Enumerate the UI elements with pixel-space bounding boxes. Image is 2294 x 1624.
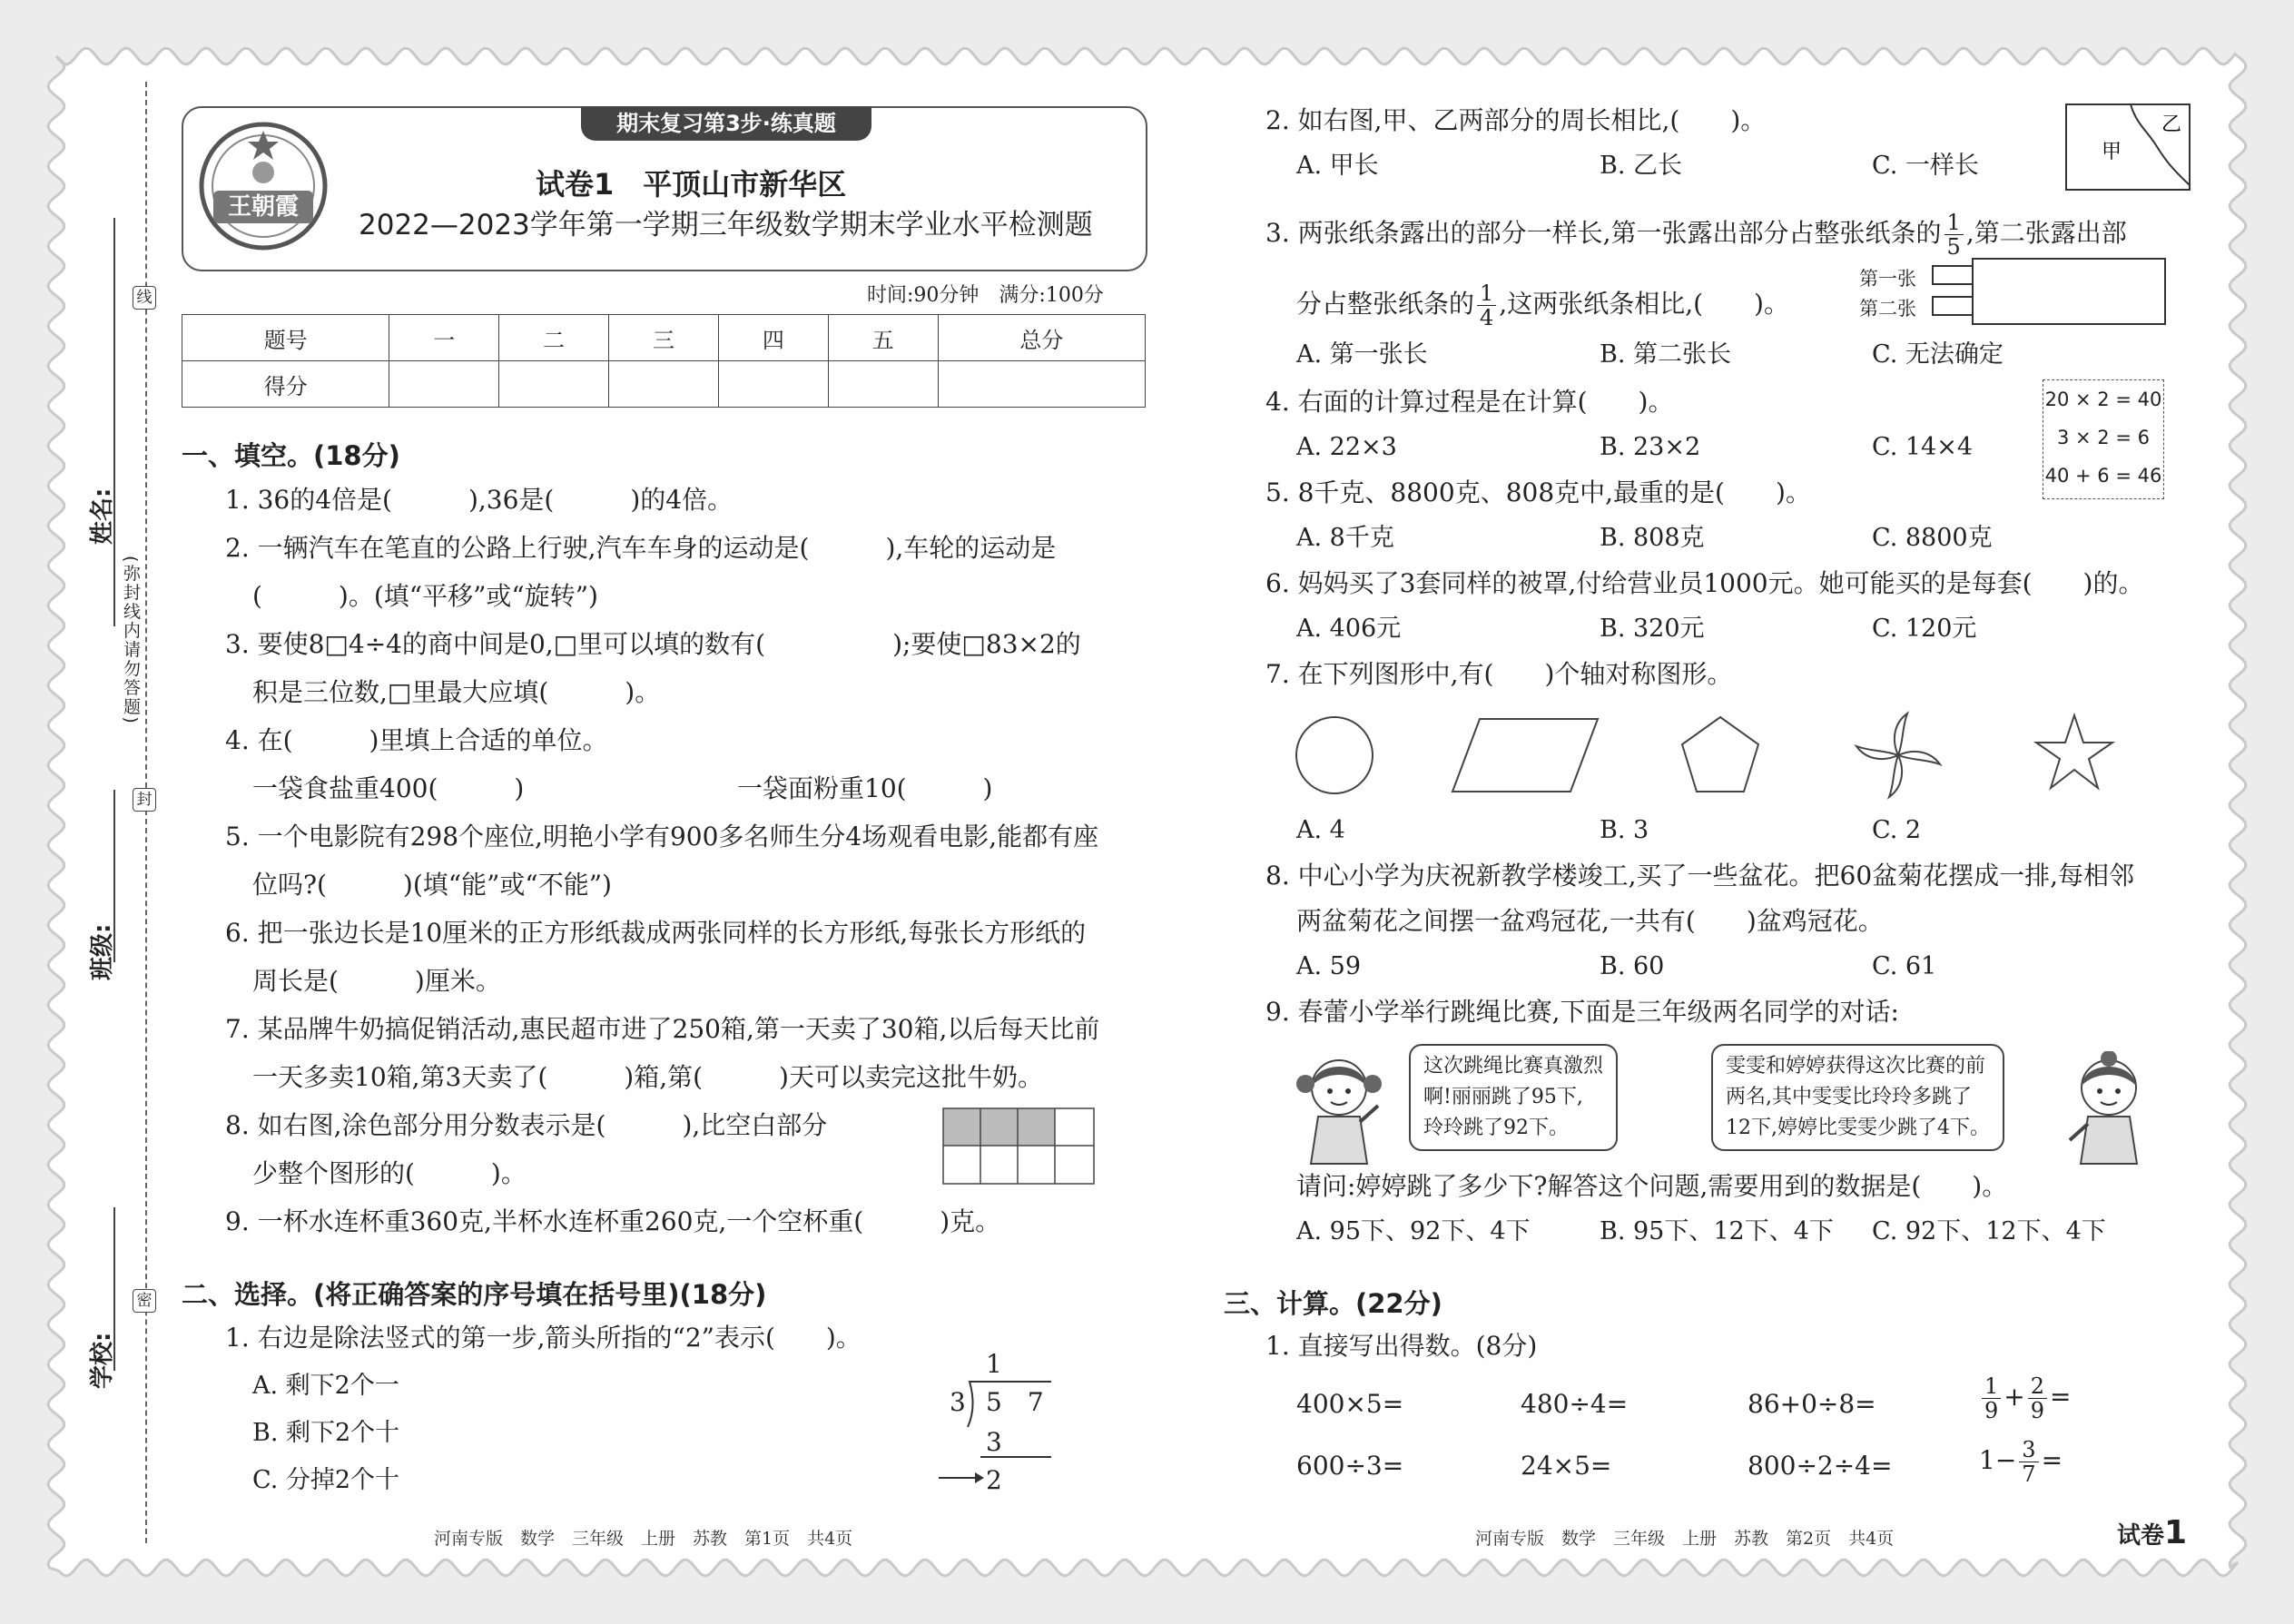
bubble1-line1: 这次跳绳比赛真激烈 [1423,1055,1604,1078]
seal-mi: 密 [133,1289,156,1313]
frac-num: 1 [1982,1374,2001,1399]
s2-q1-opt-c: C. 分掉2个十 [252,1466,400,1494]
frac [2019,1438,2038,1486]
calc-6: 24×5= [1521,1451,1612,1481]
div-dividend: 5 7 [986,1387,1044,1417]
star-shape [2036,715,2112,788]
calc-step-3: 40 + 6 = 46 [2044,465,2162,487]
eq: = [2041,1445,2063,1475]
frac-num: 2 [2028,1374,2047,1399]
score-table [182,314,1146,408]
girl-illustration-2 [2059,1051,2159,1169]
score-header-5: 五 [828,315,938,361]
s2-q7-opt-a: A. 4 [1296,816,1345,844]
badge-num: 1 [2164,1514,2188,1551]
badge-text: 试卷 [2117,1522,2165,1550]
s2-q3a [1265,211,2127,259]
s1-q6b: 周长是( )厘米。 [252,966,501,996]
score-header-3: 三 [609,315,719,361]
s2-q4: 4. 右面的计算过程是在计算( )。 [1265,387,1674,417]
s2-q7-opt-c: C. 2 [1872,816,1922,844]
s1-q8b: 少整个图形的( )。 [252,1158,527,1188]
speech-bubble-1 [1409,1044,1618,1151]
girl-illustration [1289,1051,1389,1169]
s2-q3-opt-c: C. 无法确定 [1872,340,2004,369]
header-tab: 期末复习第3步·练真题 [581,106,871,141]
op: + [2004,1382,2025,1412]
paper-strips-figure [1929,257,2170,330]
shapes-figure [1285,708,2129,808]
class-label: 班级: [89,923,116,980]
s2-q3a-pre: 3. 两张纸条露出的部分一样长,第一张露出部分占整张纸条的 [1265,218,1942,248]
name-line[interactable] [113,218,117,626]
s2-q8-opt-a: A. 59 [1296,952,1362,980]
s1-q5b: 位吗?( )(填“能”或“不能”) [252,870,612,900]
s2-q2-opt-c: C. 一样长 [1872,152,1979,180]
frac-num: 1 [1477,281,1496,306]
region-yi: 乙 [2161,113,2182,136]
s2-q9: 9. 春蕾小学举行跳绳比赛,下面是三年级两名同学的对话: [1265,997,1899,1027]
footer-right: 河南专版 数学 三年级 上册 苏教 第2页 共4页 [1475,1529,1895,1549]
footer-left: 河南专版 数学 三年级 上册 苏教 第1页 共4页 [434,1529,853,1549]
s1-q4: 4. 在( )里填上合适的单位。 [225,725,608,755]
calc-step-2: 3 × 2 = 6 [2057,427,2150,448]
s2-q8a: 8. 中心小学为庆祝新教学楼竣工,买了一些盆花。把60盆菊花摆成一排,每相邻 [1265,861,2135,891]
s2-q9-opt-a: A. 95下、92下、4下 [1296,1217,1531,1245]
calc-7: 800÷2÷4= [1748,1451,1893,1481]
score-row-label: 得分 [182,361,389,408]
calc-8 [1979,1438,2063,1486]
strip-second-label: 第二张 [1859,298,1916,320]
s2-q7-opt-b: B. 3 [1600,816,1649,844]
s1-q3a: 3. 要使8□4÷4的商中间是0,□里可以填的数有( );要使□83×2的 [225,629,1081,659]
s1-q2b: ( )。(填“平移”或“旋转”) [252,581,598,611]
s1-q9: 9. 一杯水连杯重360克,半杯水连杯重260克,一个空杯重( )克。 [225,1206,1001,1236]
bubble2-line1: 雯雯和婷婷获得这次比赛的前 [1726,1055,1986,1078]
time-info: 时间:90分钟 满分:100分 [867,284,1104,307]
seal-xian: 线 [133,286,156,310]
frac-one-quarter [1477,281,1496,330]
s2-q4-opt-c: C. 14×4 [1872,433,1974,461]
s2-q4-opt-a: A. 22×3 [1296,433,1397,461]
frac-one-fifth [1944,211,1964,259]
bubble1-line3: 玲玲跳了92下。 [1423,1117,1569,1139]
s2-q8-opt-b: B. 60 [1600,952,1665,980]
div-product: 3 [986,1427,1002,1457]
s2-q2-opt-b: B. 乙长 [1600,152,1683,180]
calc-step-1: 20 × 2 = 40 [2044,389,2162,410]
s1-q4b: 一袋面粉重10( ) [737,773,993,803]
calc-1: 400×5= [1296,1389,1404,1419]
s1-q2a: 2. 一辆汽车在笔直的公路上行驶,汽车车身的运动是( ),车轮的运动是 [225,533,1057,563]
score-header-6: 总分 [938,315,1145,361]
s2-q6-opt-a: A. 406元 [1296,615,1402,643]
s2-q3-opt-b: B. 第二张长 [1600,340,1732,369]
frac-den: 9 [1984,1398,1999,1423]
division-bracket [935,1371,1062,1489]
score-header-2: 二 [499,315,609,361]
s2-q8-opt-c: C. 61 [1872,952,1937,980]
s2-q1-opt-b: B. 剩下2个十 [252,1419,400,1447]
s1-q1: 1. 36的4倍是( ),36是( )的4倍。 [225,485,733,515]
s1-q5a: 5. 一个电影院有298个座位,明艳小学有900多名师生分4场观看电影,能都有座 [225,822,1099,851]
s2-q9-opt-c: C. 92下、12下、4下 [1872,1217,2106,1245]
score-cell[interactable] [718,361,828,408]
frac-den: 5 [1946,234,1961,260]
s2-q4-opt-b: B. 23×2 [1600,433,1701,461]
calc-3: 86+0÷8= [1748,1389,1876,1419]
s2-q2-opt-a: A. 甲长 [1296,152,1379,180]
frac [2028,1374,2047,1422]
section3-title: 三、计算。(22分) [1224,1288,1442,1319]
s1-q7b: 一天多卖10箱,第3天卖了( )箱,第( )天可以卖完这批牛奶。 [252,1062,1043,1092]
score-cell[interactable] [938,361,1145,408]
s1-q8a: 8. 如右图,涂色部分用分数表示是( ),比空白部分 [225,1110,828,1140]
s2-q5-opt-a: A. 8千克 [1296,524,1394,552]
paper-title: 试卷1 平顶山市新华区 [536,167,847,202]
s2-q5-opt-c: C. 8800克 [1872,524,1993,552]
s1-q7a: 7. 某品牌牛奶搞促销活动,惠民超市进了250箱,第一天卖了30箱,以后每天比前 [225,1014,1100,1044]
s2-q9-opt-b: B. 95下、12下、4下 [1600,1217,1834,1245]
score-header-1: 一 [389,315,499,361]
bubble2-line3: 12下,婷婷比雯雯少跳了4下。 [1726,1117,1990,1139]
score-cell[interactable] [609,361,719,408]
frac-den: 9 [2030,1398,2045,1423]
div-divisor: 3 [950,1387,966,1417]
svg-text:王朝霞: 王朝霞 [227,193,300,221]
s3-q1: 1. 直接写出得数。(8分) [1265,1331,1538,1361]
calc-5: 600÷3= [1296,1451,1404,1481]
seal-feng: 封 [133,788,156,812]
frac [1982,1374,2001,1422]
s2-q3a-post: ,第二张露出部 [1965,218,2127,248]
s2-q6-opt-b: B. 320元 [1600,615,1705,643]
frac-den: 7 [2022,1462,2036,1487]
s2-q5-opt-b: B. 808克 [1600,524,1705,552]
s2-q5: 5. 8千克、8800克、808克中,最重的是( )。 [1265,477,1811,507]
region-jia: 甲 [2102,141,2122,163]
bubble1-line2: 啊!丽丽跳了95下, [1423,1086,1583,1108]
speech-bubble-2 [1711,1044,2004,1151]
s2-q2: 2. 如右图,甲、乙两部分的周长相比,( )。 [1265,105,1767,135]
pentagon-shape [1682,717,1758,792]
div-remainder: 2 [986,1465,1002,1495]
paper-badge [2117,1514,2187,1551]
paper-subtitle: 2022—2023学年第一学期三年级数学期末学业水平检测题 [359,209,1093,241]
s1-q4a: 一袋食盐重400( ) [252,773,525,803]
s2-q6: 6. 妈妈买了3套同样的被罩,付给营业员1000元。她可能买的是每套( )的。 [1265,568,2144,598]
section1-title: 一、填空。(18分) [182,440,400,471]
div-quotient: 1 [986,1349,1002,1379]
s1-q6a: 6. 把一张边长是10厘米的正方形纸裁成两张同样的长方形纸,每张长方形纸的 [225,918,1087,948]
s2-q3b-pre: 分占整张纸条的 [1296,289,1475,319]
score-header-0: 题号 [182,315,389,361]
eq: = [2050,1382,2072,1412]
windmill-shape [1856,714,1940,797]
s2-q3b-post: ,这两张纸条相比,( )。 [1499,289,1789,319]
frac-num: 1 [1944,211,1964,235]
calc-process-box [2043,379,2164,499]
calc-2: 480÷4= [1521,1389,1629,1419]
perimeter-figure [2065,103,2192,192]
s2-q7: 7. 在下列图形中,有( )个轴对称图形。 [1265,659,1733,689]
frac-den: 4 [1480,305,1494,330]
score-header-4: 四 [718,315,828,361]
section2-title: 二、选择。(将正确答案的序号填在括号里)(18分) [182,1279,767,1310]
calc-4 [1979,1374,2072,1422]
class-line[interactable] [113,790,117,962]
s2-q1: 1. 右边是除法竖式的第一步,箭头所指的“2”表示( )。 [225,1323,861,1353]
grid-figure [942,1107,1097,1186]
s2-q9-ask: 请问:婷婷跳了多少下?解答这个问题,需要用到的数据是( )。 [1296,1171,2008,1201]
s2-q3-opt-a: A. 第一张长 [1296,340,1428,369]
parallelogram-shape [1452,719,1598,792]
score-cell[interactable] [499,361,609,408]
circle-shape [1296,717,1373,793]
frac-num: 3 [2019,1438,2038,1462]
publisher-logo [195,118,331,254]
s2-q8b: 两盆菊花之间摆一盆鸡冠花,一共有( )盆鸡冠花。 [1296,906,1884,936]
s2-q3b [1296,281,1789,330]
seal-note: (弥封线内请勿答题) [121,556,141,725]
school-label: 学校: [89,1332,116,1389]
school-line[interactable] [113,1207,117,1371]
strip-first-label: 第一张 [1859,268,1916,290]
pre: 1− [1979,1445,2017,1475]
s2-q6-opt-c: C. 120元 [1872,615,1977,643]
s1-q3b: 积是三位数,□里最大应填( )。 [252,677,661,707]
s2-q1-opt-a: A. 剩下2个一 [252,1372,399,1400]
score-cell[interactable] [389,361,499,408]
score-cell[interactable] [828,361,938,408]
bubble2-line2: 两名,其中雯雯比玲玲多跳了 [1726,1086,1972,1108]
name-label: 姓名: [89,487,116,545]
